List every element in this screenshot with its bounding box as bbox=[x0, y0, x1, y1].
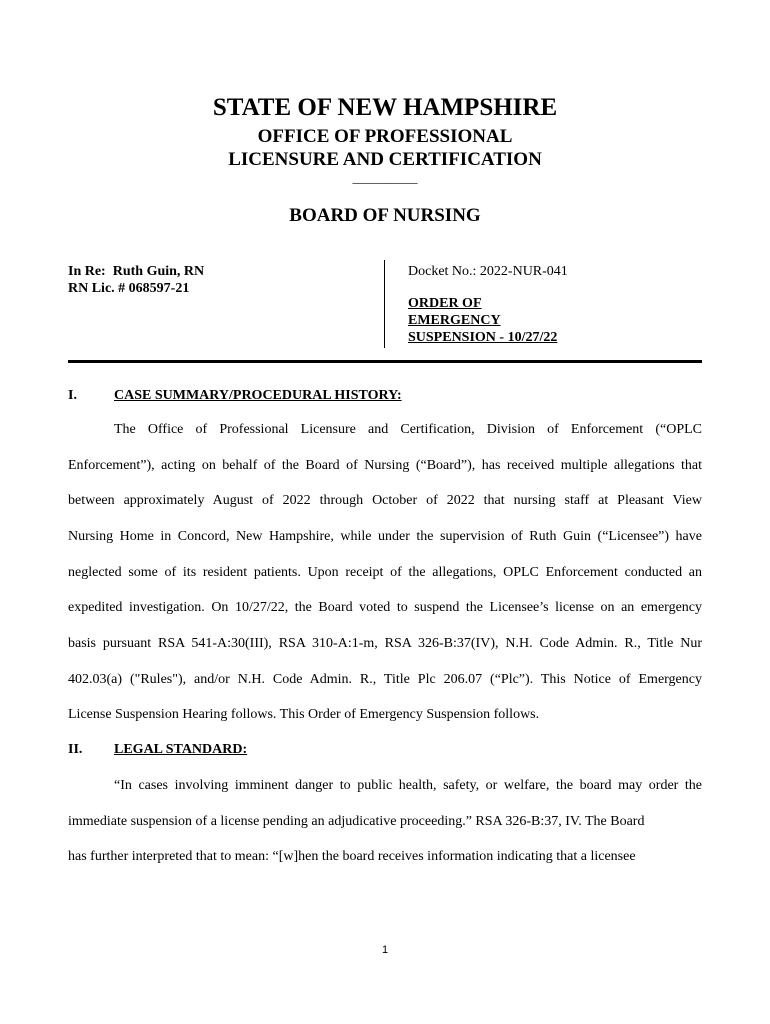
caption-rule bbox=[68, 360, 702, 363]
office-heading-line1: OFFICE OF PROFESSIONAL bbox=[257, 126, 513, 147]
caption-divider bbox=[384, 260, 385, 348]
order-title-line3: SUSPENSION - 10/27/22 bbox=[408, 330, 558, 345]
paragraph-line: immediate suspension of a license pending an adjudicative proceeding.” RSA 326-B:37, IV. The Board bbox=[68, 814, 645, 829]
paragraph-line: Nursing Home in Concord, New Hampshire, while under the supervision of Ruth Guin (“Licensee”) have bbox=[68, 529, 702, 544]
paragraph-line: expedited investigation. On 10/27/22, the Board voted to suspend the Licensee’s license on an emergency bbox=[68, 600, 702, 615]
paragraph-line: The Office of Professional Licensure and Certification, Division of Enforcement (“OPLC bbox=[114, 422, 702, 437]
section-number: II. bbox=[68, 742, 83, 757]
section-title: CASE SUMMARY/PROCEDURAL HISTORY: bbox=[114, 388, 402, 403]
paragraph-line: has further interpreted that to mean: “[w]hen the board receives information indicating that a licensee bbox=[68, 849, 636, 864]
order-title-line1: ORDER OF bbox=[408, 296, 482, 311]
paragraph-line: neglected some of its resident patients. Upon receipt of the allegations, OPLC Enforcement conducted an bbox=[68, 565, 702, 580]
order-title-line2: EMERGENCY bbox=[408, 313, 501, 328]
paragraph-line: License Suspension Hearing follows. This Order of Emergency Suspension follows. bbox=[68, 707, 540, 722]
state-heading: STATE OF NEW HAMPSHIRE bbox=[212, 94, 558, 121]
heading-divider: __________ bbox=[352, 170, 418, 185]
section-number: I. bbox=[68, 388, 77, 403]
board-heading: BOARD OF NURSING bbox=[289, 205, 481, 226]
paragraph-line: 402.03(a) ("Rules"), and/or N.H. Code Admin. R., Title Plc 206.07 (“Plc”). This Notice of Emergency bbox=[68, 672, 702, 687]
paragraph-line: basis pursuant RSA 541-A:30(III), RSA 310-A:1-m, RSA 326-B:37(IV), N.H. Code Admin. R., Title Nur bbox=[68, 636, 702, 651]
paragraph-line: Enforcement”), acting on behalf of the Board of Nursing (“Board”), has received multiple allegations that bbox=[68, 458, 702, 473]
case-caption-right bbox=[408, 263, 568, 346]
license-number: RN Lic. # 068597-21 bbox=[68, 281, 190, 296]
office-heading-line2: LICENSURE AND CERTIFICATION bbox=[228, 149, 542, 170]
in-re-line: In Re: Ruth Guin, RN bbox=[68, 264, 205, 279]
paragraph-line: between approximately August of 2022 through October of 2022 that nursing staff at Pleasant View bbox=[68, 493, 702, 508]
paragraph-line: “In cases involving imminent danger to public health, safety, or welfare, the board may order the bbox=[114, 778, 702, 793]
page-number: 1 bbox=[381, 944, 389, 956]
case-caption-left bbox=[68, 263, 204, 297]
section-title: LEGAL STANDARD: bbox=[114, 742, 248, 757]
docket-number: Docket No.: 2022-NUR-041 bbox=[408, 264, 568, 279]
